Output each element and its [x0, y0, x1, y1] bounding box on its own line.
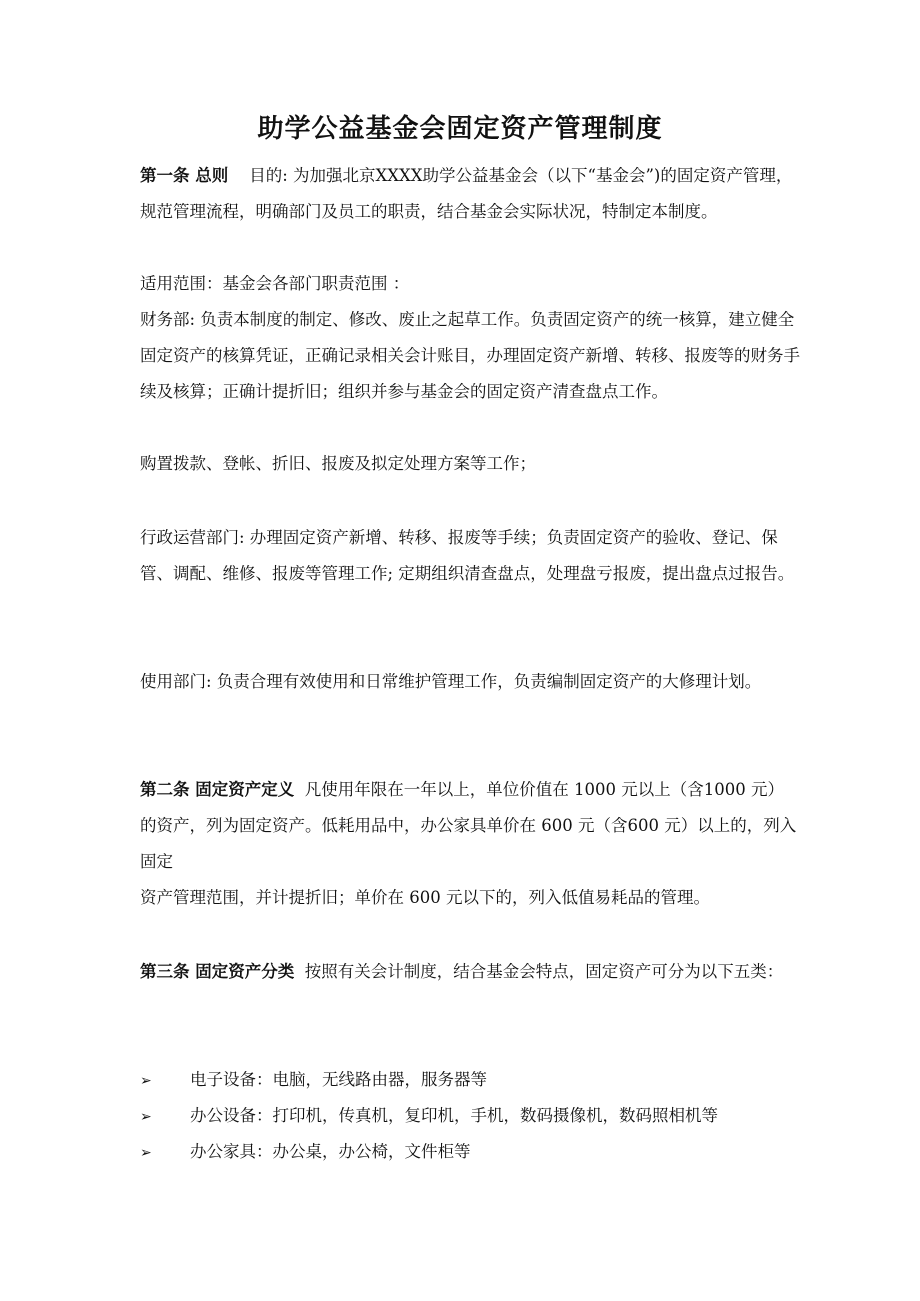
- article2-paragraph: [140, 772, 800, 880]
- bullet-arrow-icon: ➢: [140, 1073, 152, 1089]
- article3-paragraph: [140, 954, 800, 990]
- list-item-text: 办公设备：打印机，传真机，复印机，手机，数码摄像机，数码照相机等: [190, 1106, 718, 1125]
- document-title: 助学公益基金会固定资产管理制度: [257, 114, 663, 144]
- article1-purpose: 目的: 为加强北京XXXX助学公益基金会（以下“基金会”)的固定资产管理，规范管理流程，明确部门及员工的职责，结合基金会实际状况，特制定本制度。: [140, 166, 793, 221]
- article1-purchase: 购置拨款、登帐、折旧、报废及拟定处理方案等工作；: [140, 454, 536, 473]
- bullet-arrow-icon: ➢: [140, 1145, 152, 1161]
- article1-finance: 财务部: 负责本制度的制定、修改、废止之起草工作。负责固定资产的统一核算，建立健全固定资产的核算凭证，正确记录相关会计账目，办理固定资产新增、转移、报废等的财务手续及核算；正确计提折旧；组织并参与基金会的固定资产清查盘点工作。: [140, 310, 800, 401]
- article1-user-dept: 使用部门: 负责合理有效使用和日常维护管理工作，负责编制固定资产的大修理计划。: [140, 672, 762, 691]
- article2-text-cont: 资产管理范围，并计提折旧；单价在 600 元以下的，列入低值易耗品的管理。: [140, 888, 710, 907]
- list-item-text: 电子设备：电脑，无线路由器，服务器等: [190, 1070, 487, 1089]
- article1-paragraph: [140, 158, 800, 230]
- bullet-arrow-icon: ➢: [140, 1109, 152, 1125]
- list-item: [140, 1134, 800, 1171]
- article3-heading: 第三条 固定资产分类: [140, 962, 295, 981]
- article2-text: 凡使用年限在一年以上，单位价值在 1000 元以上（含1000 元）的资产，列为固定资产。低耗用品中，办公家具单价在 600 元（含600 元）以上的，列入固定: [140, 780, 797, 871]
- list-item-text: 办公家具：办公桌，办公椅，文件柜等: [190, 1142, 471, 1161]
- article1-scope: 适用范围：基金会各部门职责范围 ：: [140, 274, 410, 293]
- list-item: [140, 1098, 800, 1135]
- article3-text: 按照有关会计制度，结合基金会特点，固定资产可分为以下五类：: [304, 962, 784, 981]
- article1-admin: 行政运营部门: 办理固定资产新增、转移、报废等手续；负责固定资产的验收、登记、保管、调配、维修、报废等管理工作; 定期组织清查盘点，处理盘亏报废，提出盘点过报告。: [140, 528, 795, 583]
- list-item: [140, 1062, 800, 1099]
- article1-heading: 第一条 总则: [140, 166, 229, 185]
- article2-heading: 第二条 固定资产定义: [140, 780, 295, 799]
